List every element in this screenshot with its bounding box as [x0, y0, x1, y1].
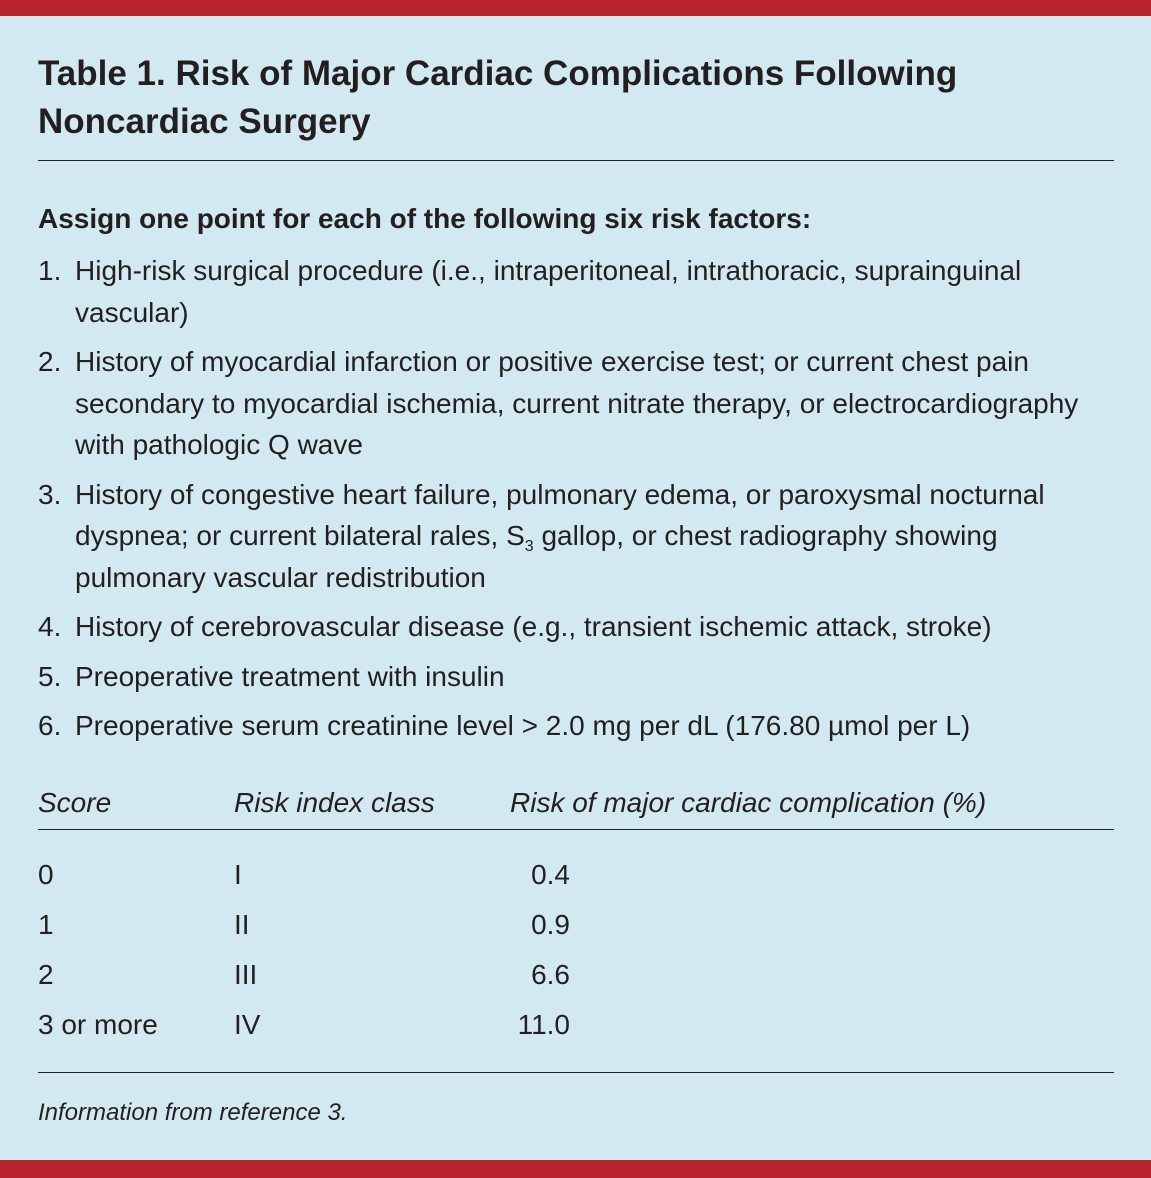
source-footnote: Information from reference 3. — [38, 1099, 348, 1126]
top-accent-bar — [0, 0, 1151, 16]
table-footer-divider — [38, 1072, 1114, 1073]
class-cell: II — [234, 909, 250, 940]
risk-value: 0.4 — [531, 859, 570, 890]
risk-factor-text: Preoperative serum creatinine level > 2.0 mg per dL (176.80 µmol per L) — [75, 710, 971, 741]
score-cell: 1 — [38, 909, 54, 940]
table-row — [38, 900, 1114, 950]
risk-cell — [510, 850, 1114, 900]
risk-factor-number: 3. — [38, 478, 62, 510]
table-row — [38, 850, 1114, 900]
score-table-header-row — [38, 780, 1114, 826]
risk-factor-text: History of myocardial infarction or positive exercise test; or current chest pain secondary to myocardial ischemia, current nitrate therapy, or electrocardiography with pathologic Q wave — [75, 346, 1079, 460]
title-divider — [38, 160, 1114, 161]
score-cell: 2 — [38, 959, 54, 990]
risk-factor-number: 5. — [38, 660, 62, 692]
risk-cell — [510, 950, 1114, 1000]
risk-factor-number: 6. — [38, 710, 62, 741]
risk-factor-text: Preoperative treatment with insulin — [75, 660, 505, 692]
score-table — [38, 780, 1114, 1050]
risk-factor-number: 1. — [38, 255, 62, 286]
risk-factor-text-part: History of congestive heart failure, pulmonary edema, or paroxysmal nocturnal dyspnea; or current bilateral rales, S — [75, 478, 1045, 551]
risk-factor-item — [38, 705, 1128, 747]
risk-factor-item — [38, 250, 1128, 333]
table-row — [38, 1000, 1114, 1050]
risk-factor-text: High-risk surgical procedure (i.e., intraperitoneal, intrathoracic, suprainguinal vascular) — [75, 255, 1022, 328]
risk-cell — [510, 1000, 1114, 1050]
header-risk-index-class: Risk index class — [234, 787, 435, 818]
risk-value: 6.6 — [531, 959, 570, 990]
score-cell: 0 — [38, 859, 54, 890]
risk-factor-text-part: gallop, or chest radiography showing pulmonary vascular redistribution — [75, 520, 998, 593]
score-cell: 3 or more — [38, 1009, 158, 1040]
table-header-divider — [38, 829, 1114, 830]
bottom-accent-bar — [0, 1160, 1151, 1178]
risk-factor-text: History of cerebrovascular disease (e.g., transient ischemic attack, stroke) — [75, 611, 992, 642]
subscript-digit: 3 — [524, 538, 534, 555]
risk-factor-number: 4. — [38, 611, 62, 642]
header-risk-percent: Risk of major cardiac complication (%) — [510, 787, 987, 818]
risk-value: 0.9 — [531, 909, 570, 940]
table-row — [38, 950, 1114, 1000]
class-cell: I — [234, 859, 242, 890]
header-score: Score — [38, 787, 112, 818]
risk-factor-number: 2. — [38, 346, 62, 377]
risk-factor-item — [38, 606, 1128, 648]
risk-cell — [510, 900, 1114, 950]
risk-factor-item — [38, 656, 1128, 698]
risk-factor-item — [38, 341, 1128, 466]
risk-value: 11.0 — [517, 1009, 570, 1040]
table-title: Table 1. Risk of Major Cardiac Complications Following Noncardiac Surgery — [38, 54, 958, 141]
risk-factor-list — [38, 250, 1128, 755]
class-cell: IV — [234, 1009, 261, 1040]
class-cell: III — [234, 959, 258, 990]
instructions-heading: Assign one point for each of the following six risk factors: — [38, 203, 812, 234]
risk-factor-item — [38, 474, 1128, 599]
risk-factor-text — [75, 479, 1045, 593]
